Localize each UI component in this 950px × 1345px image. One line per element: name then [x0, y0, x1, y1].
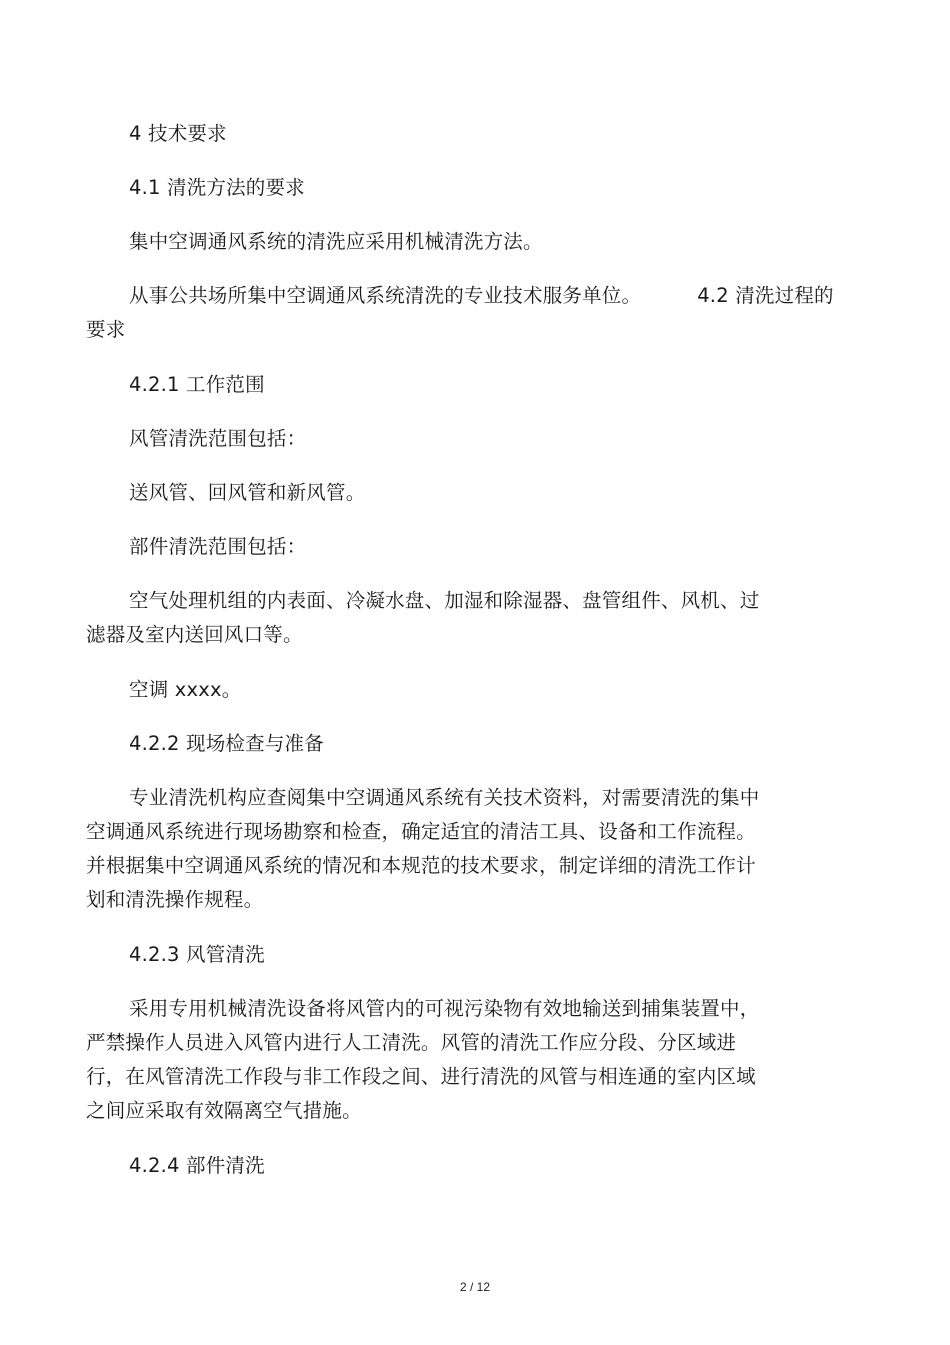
paragraph-text: 送风管、回风管和新风管。: [129, 481, 366, 504]
paragraph-text: 要求: [86, 318, 126, 341]
paragraph-text: 滤器及室内送回风口等。: [86, 623, 303, 646]
paragraph-text: [129, 279, 919, 313]
section-heading-4-2-1: 4.2.1 工作范围: [129, 373, 265, 396]
section-heading-4-2-4: 4.2.4 部件清洗: [129, 1154, 265, 1177]
paragraph-text: 行，在风管清洗工作段与非工作段之间、进行清洗的风管与相连通的室内区域: [86, 1065, 756, 1088]
section-heading-4-2-2: 4.2.2 现场检查与准备: [129, 732, 324, 755]
section-heading-4-1: 4.1 清洗方法的要求: [129, 176, 305, 199]
paragraph-text: 从事公共场所集中空调通风系统清洗的专业技术服务单位。: [129, 284, 642, 307]
paragraph-text: 专业清洗机构应查阅集中空调通风系统有关技术资料，对需要清洗的集中: [129, 786, 760, 809]
paragraph-text: 风管清洗范围包括：: [129, 427, 307, 450]
paragraph-text: 部件清洗范围包括：: [129, 535, 307, 558]
paragraph-text: 并根据集中空调通风系统的情况和本规范的技术要求，制定详细的清洗工作计: [86, 854, 756, 877]
section-heading-4-2-3: 4.2.3 风管清洗: [129, 943, 265, 966]
paragraph-text: 空调 xxxx。: [129, 678, 242, 701]
paragraph-text: 采用专用机械清洗设备将风管内的可视污染物有效地输送到捕集装置中，: [129, 997, 760, 1020]
paragraph-text: 空调通风系统进行现场勘察和检查，确定适宜的清洁工具、设备和工作流程。: [86, 820, 756, 843]
paragraph-text: 划和清洗操作规程。: [86, 888, 264, 911]
section-heading-4: 4 技术要求: [129, 122, 227, 145]
paragraph-text: 严禁操作人员进入风管内进行人工清洗。风管的清洗工作应分段、分区域进: [86, 1031, 737, 1054]
section-heading-4-2: 4.2 清洗过程的: [697, 284, 834, 307]
paragraph-text: 空气处理机组的内表面、冷凝水盘、加湿和除湿器、盘管组件、风机、过: [129, 589, 760, 612]
paragraph-text: 集中空调通风系统的清洗应采用机械清洗方法。: [129, 230, 543, 253]
paragraph-text: 之间应采取有效隔离空气措施。: [86, 1099, 362, 1122]
page-number: 2 / 12: [459, 1280, 491, 1294]
